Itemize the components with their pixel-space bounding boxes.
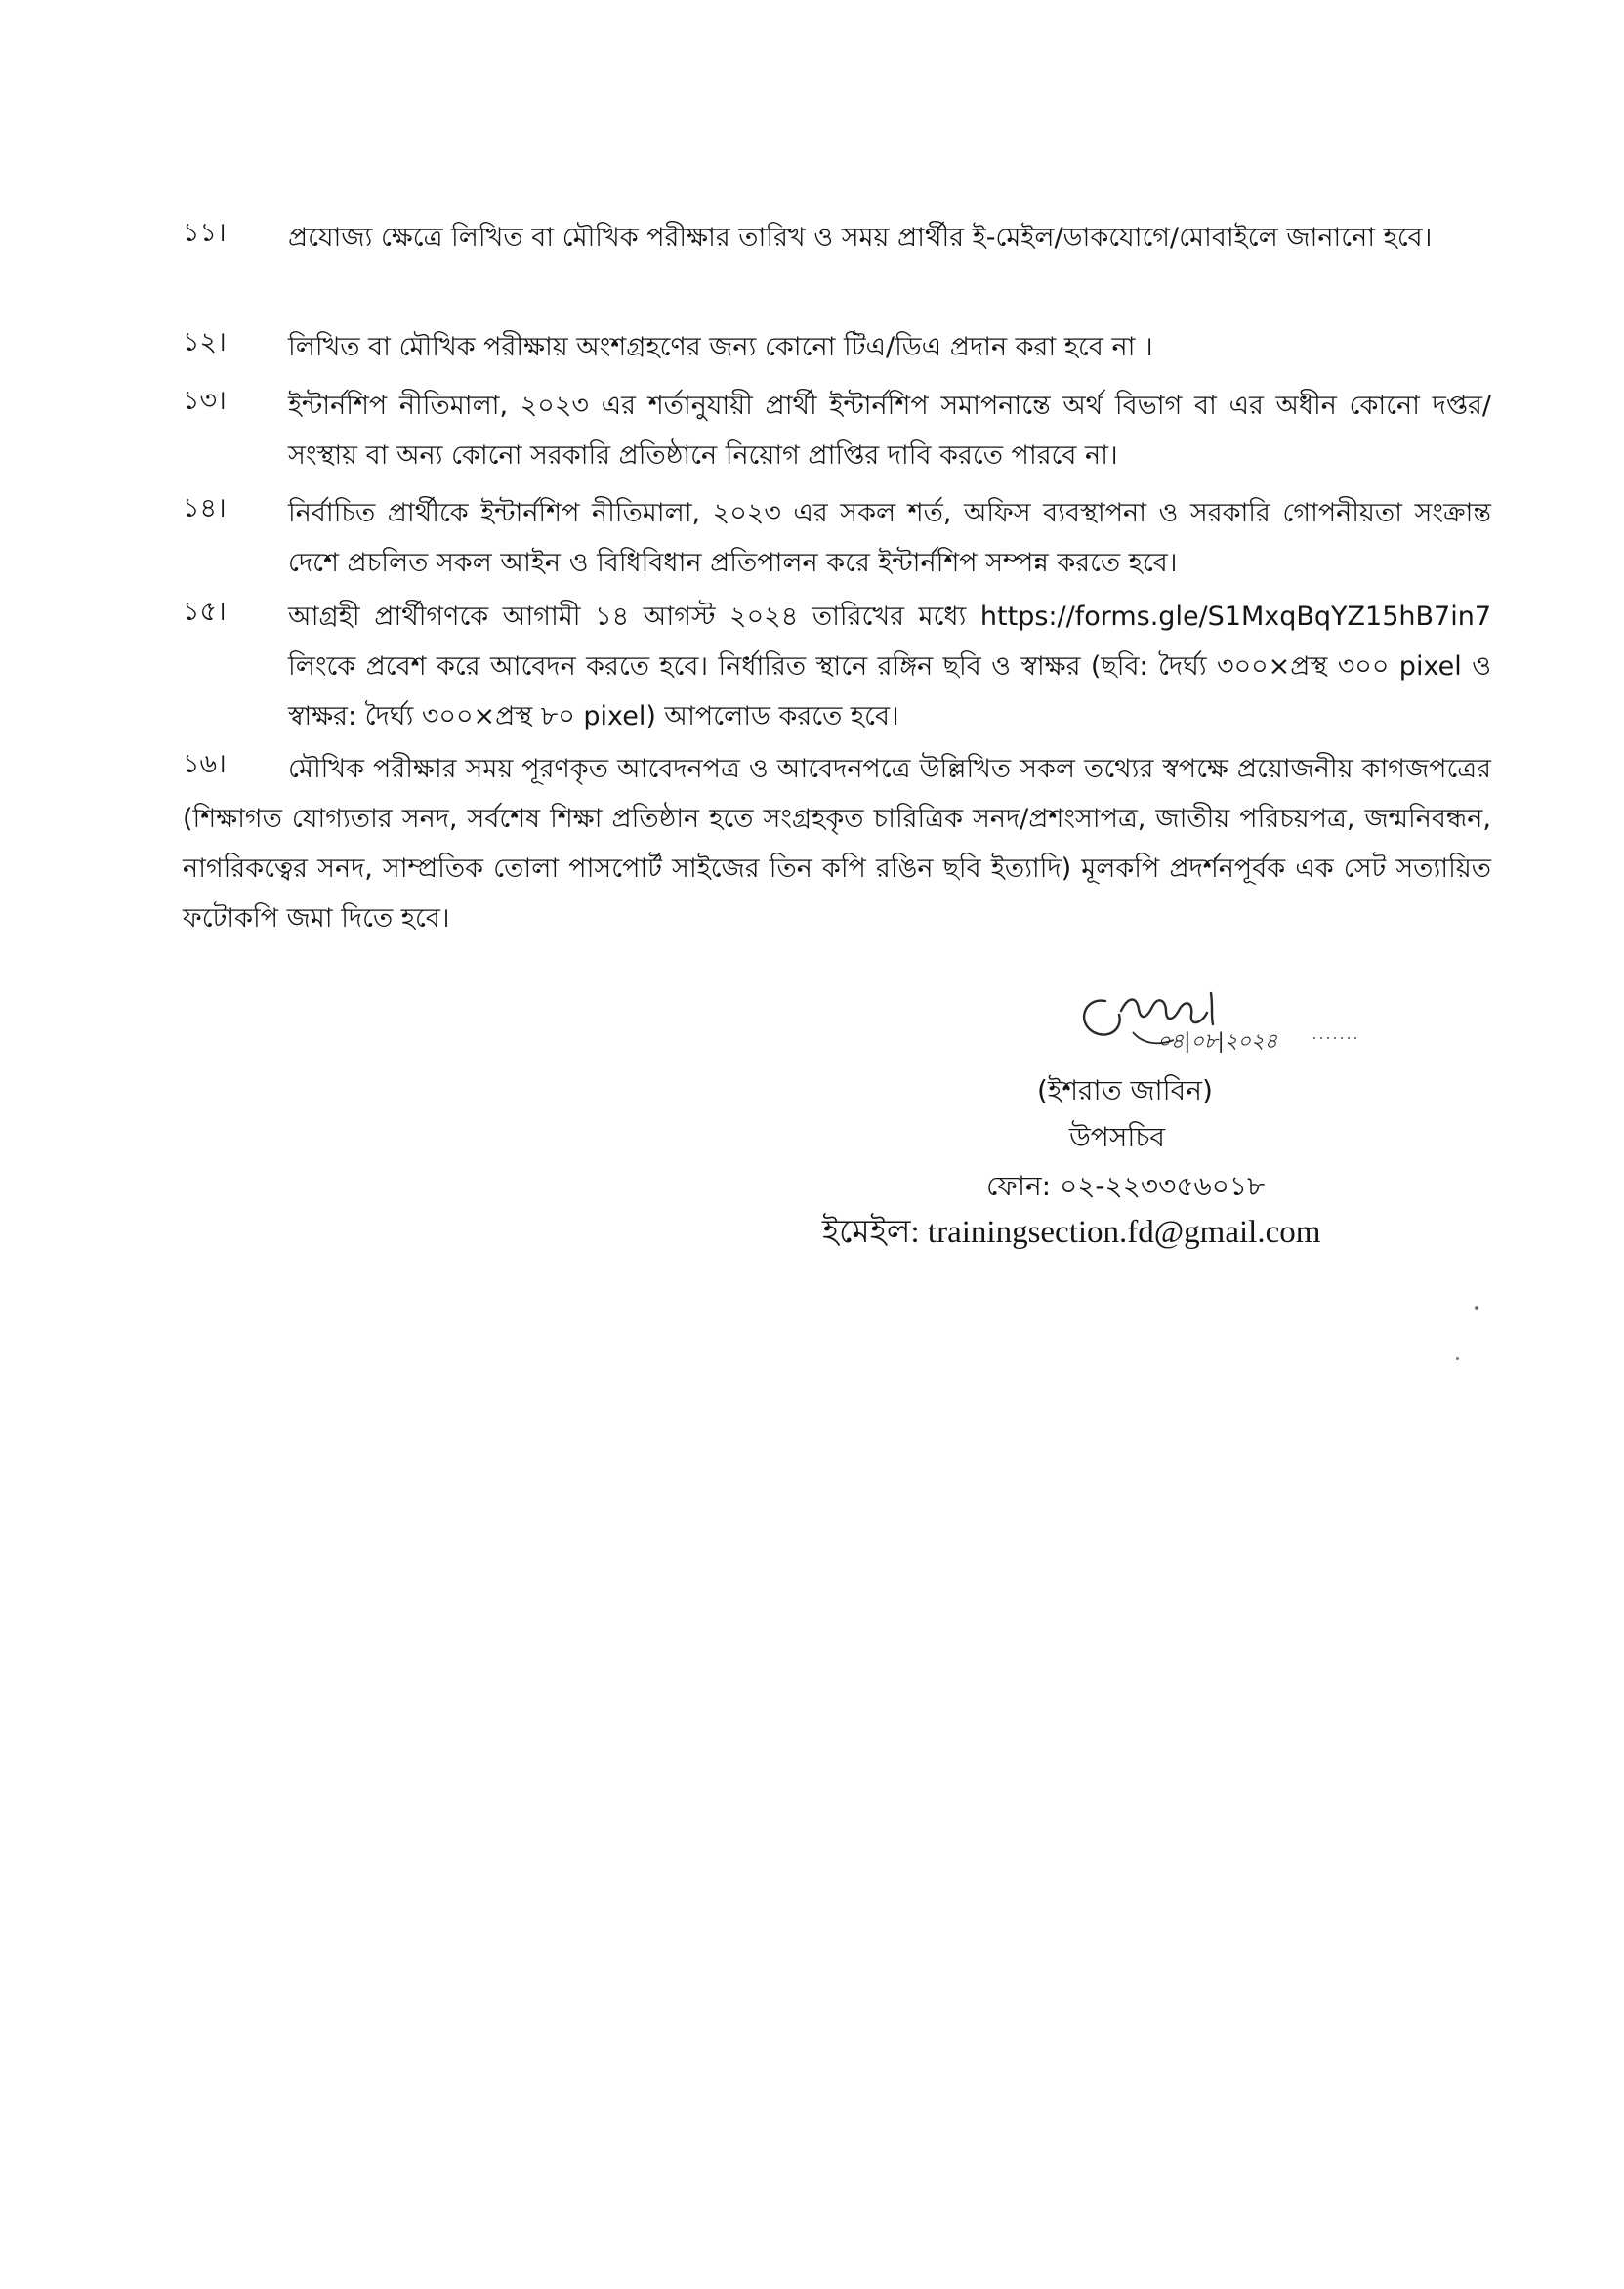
signature-block (820, 972, 1523, 1265)
scan-speck (1456, 1357, 1459, 1360)
signatory-designation: উপসচিব (1069, 1121, 1166, 1153)
clause-number: ১২। (183, 327, 227, 357)
clause-number: ১১। (183, 218, 227, 248)
clause-number: ১৪। (183, 493, 227, 523)
clause-text: লিখিত বা মৌখিক পরীক্ষায় অংশগ্রহণের জন্য কোনো টিএ/ডিএ প্রদান করা হবে না । (288, 332, 1153, 362)
scan-speck (1475, 1306, 1478, 1310)
clause-text: আগ্রহী প্রার্থীগণকে আগামী ১৪ আগস্ট ২০২৪ তারিখের মধ্যে https://forms.gle/S1MxqBqYZ15hB7in7 লিংকে প্রবেশ করে আবেদন করতে হবে। নির্ধারিত স্থানে রঙ্গিন ছবি ও স্বাক্ষর (ছবি: দৈর্ঘ্য ৩০০×প্রস্থ ৩০০ pixel ও স্বাক্ষর: দৈর্ঘ্য ৩০০×প্রস্থ ৮০ pixel) আপলোড করতে হবে। (288, 602, 1491, 731)
clause-14 (183, 488, 1491, 588)
clause-text: প্রযোজ্য ক্ষেত্রে লিখিত বা মৌখিক পরীক্ষার তারিখ ও সময় প্রার্থীর ই-মেইল/ডাকযোগে/মোবাইলে জানানো হবে। (288, 223, 1433, 253)
signature-date: ০৪|০৮|২০২৪ (1157, 1029, 1278, 1053)
clause-text: মৌখিক পরীক্ষার সময় পূরণকৃত আবেদনপত্র ও আবেদনপত্রে উল্লিখিত সকল তথ্যের স্বপক্ষে প্রয়োজনীয় কাগজপত্রের (শিক্ষাগত যোগ্যতার সনদ, সর্বশেষ শিক্ষা প্রতিষ্ঠান হতে সংগ্রহকৃত চারিত্রিক সনদ/প্রশংসাপত্র, জাতীয় পরিচয়পত্র, জন্মনিবন্ধন, নাগরিকত্বের সনদ, সাম্প্রতিক তোলা পাসপোর্ট সাইজের তিন কপি রঙিন ছবি ইত্যাদি) মূলকপি প্রদর্শনপূর্বক এক সেট সত্যায়িত ফটোকপি জমা দিতে হবে। (183, 754, 1491, 934)
clause-number: ১৫। (183, 597, 227, 627)
clause-13 (183, 381, 1491, 480)
clause-number: ১৬। (183, 749, 227, 779)
clause-15 (183, 592, 1491, 741)
clause-text: নির্বাচিত প্রার্থীকে ইন্টার্নশিপ নীতিমালা, ২০২৩ এর সকল শর্ত, অফিস ব্যবস্থাপনা ও সরকারি গোপনীয়তা সংক্রান্ত দেশে প্রচলিত সকল আইন ও বিধিবিধান প্রতিপালন করে ইন্টার্নশিপ সম্পন্ন করতে হবে। (288, 498, 1491, 578)
clause-text: ইন্টার্নশিপ নীতিমালা, ২০২৩ এর শর্তানুযায়ী প্রার্থী ইন্টার্নশিপ সমাপনান্তে অর্থ বিভাগ বা এর অধীন কোনো দপ্তর/সংস্থায় বা অন্য কোনো সরকারি প্রতিষ্ঠানে নিয়োগ প্রাপ্তির দাবি করতে পারবে না। (288, 391, 1491, 471)
signatory-name: (ইশরাত জাবিন) (1037, 1074, 1213, 1106)
clause-number: ১৩। (183, 386, 227, 416)
signatory-phone: ফোন: ০২-২২৩৩৫৬০১৮ (986, 1170, 1266, 1202)
handwritten-signature (1064, 972, 1357, 1060)
clause-12 (183, 322, 1491, 372)
signatory-email: ইমেইল: trainingsection.fd@gmail.com (822, 1215, 1321, 1250)
clause-16 (183, 744, 1491, 943)
clause-11 (183, 213, 1491, 263)
